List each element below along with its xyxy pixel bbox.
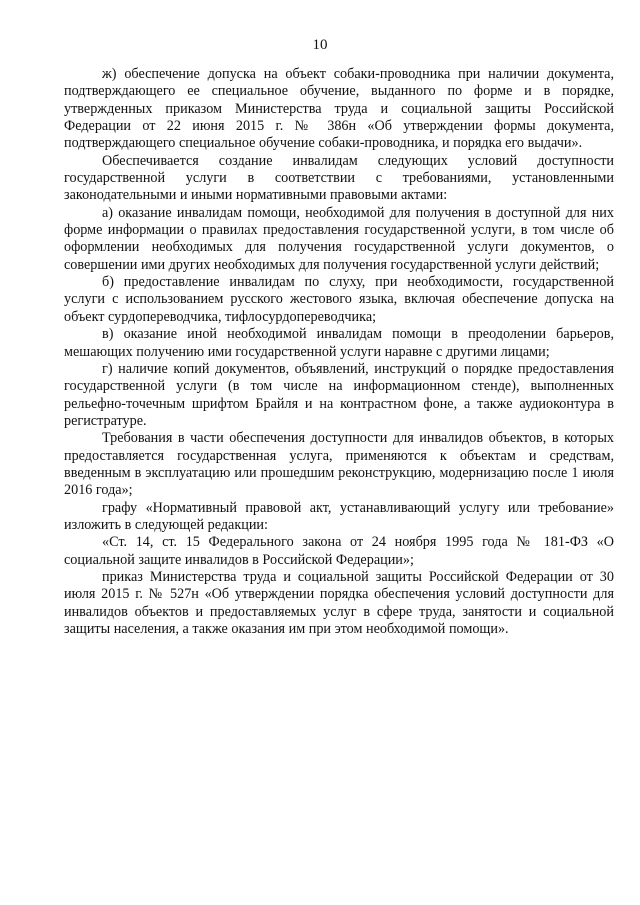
paragraph-accessibility-conditions: Обеспечивается создание инвалидам следующих условий доступности государственной услуги в соответствии с требованиями, установленными законодательными и иными нормативными правовыми актами: bbox=[64, 152, 614, 204]
paragraph-a-assistance: а) оказание инвалидам помощи, необходимой для получения в доступной для них форме информации о правилах предоставления государственной услуги, в том числе об оформлении необходимых для получения государственной услуги документов, о совершении ими других необходимых для получения государственной услуги действий; bbox=[64, 204, 614, 273]
paragraph-requirements-objects: Требования в части обеспечения доступности для инвалидов объектов, в которых предоставляется государственная услуга, применяются к объектам и средствам, введенным в эксплуатацию или прошедшим реконструкцию, модернизацию после 1 июля 2016 года»; bbox=[64, 430, 614, 499]
paragraph-ministry-order: приказ Министерства труда и социальной защиты Российской Федерации от 30 июля 2015 г. № 527н «Об утверждении порядка обеспечения условий доступности для инвалидов объектов и предоставляемых услуг в сфере труда, занятости и социальной защиты населения, а также оказания им при этом необходимой помощи». bbox=[64, 568, 614, 637]
paragraph-b-sign-language: б) предоставление инвалидам по слуху, при необходимости, государственной услуги с использованием русского жестового языка, включая обеспечение допуска на объект сурдопереводчика, тифлосурдопереводчика; bbox=[64, 274, 614, 325]
paragraph-v-other-assistance: в) оказание иной необходимой инвалидам помощи в преодолении барьеров, мешающих получению ими государственной услуги наравне с другими лицами; bbox=[64, 326, 614, 360]
paragraph-g-braille-copies: г) наличие копий документов, объявлений, инструкций о порядке предоставления государственной услуги (в том числе на информационном стенде), выполненных рельефно-точечным шрифтом Брайля и на контрастном фоне, а также аудиоконтура в регистратуре. bbox=[64, 360, 614, 429]
paragraph-column-edit: графу «Нормативный правовой акт, устанавливающий услугу или требование» изложить в следующей редакции: bbox=[64, 499, 614, 533]
page-number: 10 bbox=[312, 37, 328, 53]
paragraph-federal-law: «Ст. 14, ст. 15 Федерального закона от 24 ноября 1995 года № 181-ФЗ «О социальной защите инвалидов в Российской Федерации»; bbox=[64, 534, 614, 568]
paragraph-zh-guide-dog-access: ж) обеспечение допуска на объект собаки-проводника при наличии документа, подтверждающего ее специальное обучение, выданного по форме и в порядке, утвержденных приказом Министерства труда и социальной защиты Российской Федерации от 22 июня 2015 г. № 386н «Об утверждении формы документа, подтверждающего специальное обучение собаки-проводника, и порядка его выдачи». bbox=[64, 66, 614, 152]
document-body bbox=[64, 66, 614, 638]
